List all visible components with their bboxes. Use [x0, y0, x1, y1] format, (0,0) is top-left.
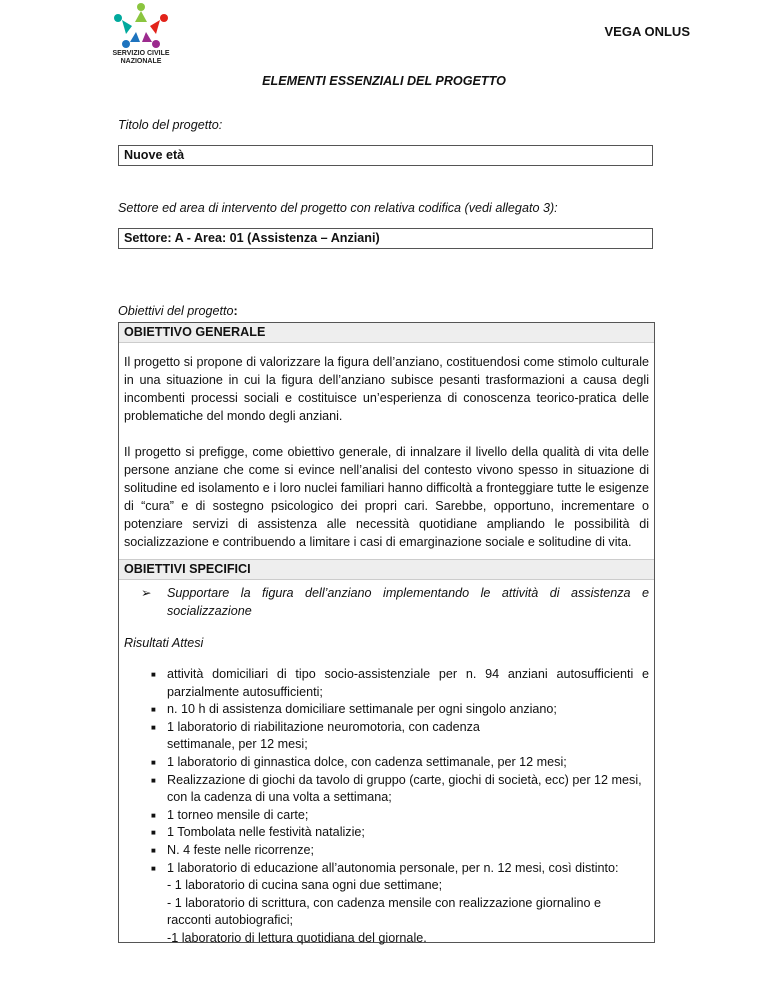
results-list [119, 666, 654, 877]
square-bullet-icon: ■ [151, 810, 156, 820]
general-objective-header: OBIETTIVO GENERALE [119, 323, 654, 343]
result-text: 1 Tombolata nelle festività natalizie; [167, 825, 365, 840]
objectives-label-text: Obiettivi del progetto [118, 304, 234, 318]
title-value-box: Nuove età [118, 145, 653, 166]
sector-label: Settore ed area di intervento del progetto con relativa codifica (vedi allegato 3): [118, 201, 558, 215]
square-bullet-icon: ■ [151, 722, 156, 732]
document-heading: ELEMENTI ESSENZIALI DEL PROGETTO [262, 74, 506, 88]
list-item [151, 719, 649, 754]
servizio-civile-logo [108, 2, 174, 66]
sub-item: - 1 laboratorio di scrittura, con cadenza mensile con realizzazione giornalino e racconti autobiografici; [167, 895, 602, 928]
sub-item: - 1 laboratorio di cucina sana ogni due settimane; [167, 878, 443, 893]
square-bullet-icon: ■ [151, 775, 156, 785]
list-item [151, 807, 649, 825]
list-item [151, 701, 649, 719]
specific-objectives-header: OBIETTIVI SPECIFICI [119, 559, 654, 580]
result-text: Realizzazione di giochi da tavolo di gruppo (carte, giochi di società, ecc) per 12 mesi, con la cadenza di una volta a settimana; [167, 772, 642, 805]
specific-goal-text: Supportare la figura dell’anziano implementando le attività di assistenza e socializzazione [167, 586, 649, 618]
square-bullet-icon: ■ [151, 828, 156, 838]
result-text: N. 4 feste nelle ricorrenze; [167, 842, 314, 857]
logo-text-2: NAZIONALE [120, 58, 162, 65]
logo-text-1: SERVIZIO CIVILE [112, 50, 170, 57]
result-text: 1 laboratorio di educazione all’autonomia personale, per n. 12 mesi, così distinto: [167, 860, 619, 875]
square-bullet-icon: ■ [151, 757, 156, 767]
organization-name: VEGA ONLUS [604, 24, 690, 39]
arrow-bullet-icon: ➢ [141, 586, 152, 600]
star-people-icon [108, 2, 174, 50]
square-bullet-icon: ■ [151, 845, 156, 855]
result-text: n. 10 h di assistenza domiciliare settimanale per ogni singolo anziano; [167, 702, 557, 717]
general-paragraph-1: Il progetto si propone di valorizzare la figura dell’anziano, costituendosi come stimolo culturale in una situazione in cui la figura dell’anziano subisce pesanti trasformazioni a causa degli incombenti processi sociali e costituisce un’esperienza di conoscenza teorico-pratica delle problematiche del mondo degli anziani. [124, 355, 649, 423]
list-item [151, 842, 649, 860]
objectives-box [118, 322, 655, 943]
list-item [151, 666, 649, 701]
objectives-colon: : [233, 304, 238, 318]
square-bullet-icon: ■ [151, 863, 156, 873]
result-text: attività domiciliari di tipo socio-assistenziale per n. 94 anziani autosufficienti e parzialmente autosufficienti; [167, 667, 649, 699]
results-label: Risultati Attesi [124, 636, 204, 650]
title-label: Titolo del progetto: [118, 118, 223, 132]
list-item [151, 860, 649, 878]
sub-item: -1 laboratorio di lettura quotidiana del giornale. [167, 930, 427, 945]
result-text: 1 torneo mensile di carte; [167, 807, 309, 822]
general-paragraph-2: Il progetto si prefigge, come obiettivo generale, di innalzare il livello della qualità di vita delle persone anziane che come si evince nell’analisi del contesto vivono spesso in situazione di solitudine ed isolamento e i loro nuclei familiari hanno difficoltà a fronteggiare tutte le esigenze di “cura” e di sostegno psicologico dei propri cari. Sarebbe, opportuno, incrementare o potenziare servizi di assistenza alle necessità quotidiane ampliando le possibilità di socializzazione e contribuendo a limitare i casi di emarginazione sociale e solitudine di vita. [124, 445, 649, 549]
sector-value-box: Settore: A - Area: 01 (Assistenza – Anziani) [118, 228, 653, 249]
result-text: 1 laboratorio di riabilitazione neuromotoria, con cadenza settimanale, per 12 mesi; [167, 719, 480, 752]
list-item [151, 772, 649, 807]
result-text: 1 laboratorio di ginnastica dolce, con cadenza settimanale, per 12 mesi; [167, 754, 567, 769]
list-item [151, 824, 649, 842]
square-bullet-icon: ■ [151, 670, 156, 679]
specific-goal [119, 584, 654, 620]
objectives-label [118, 304, 238, 318]
list-item [151, 754, 649, 772]
square-bullet-icon: ■ [151, 705, 156, 715]
